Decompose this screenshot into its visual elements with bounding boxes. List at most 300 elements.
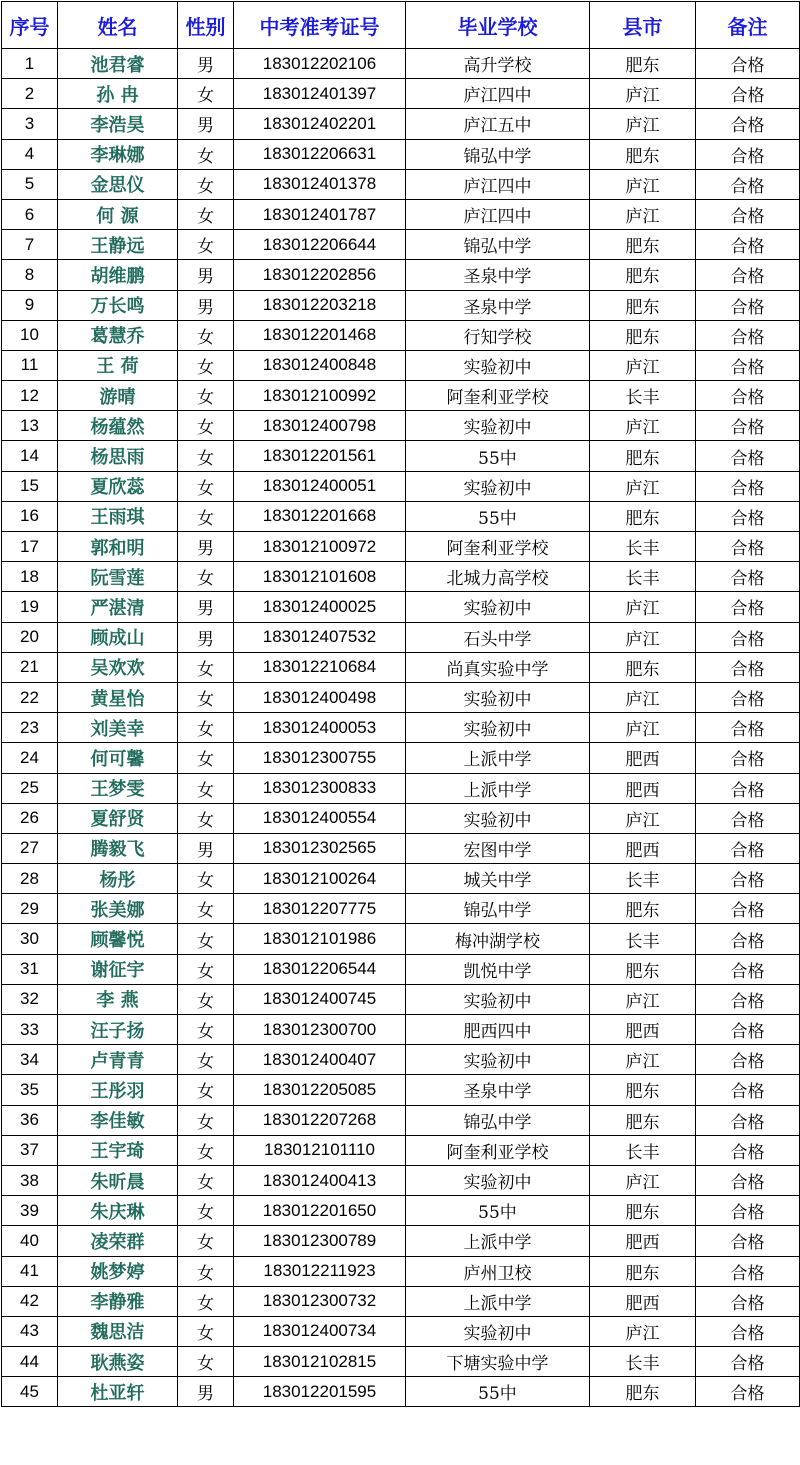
cell-name: 谢征宇 <box>58 954 178 984</box>
cell-exam-id: 183012203218 <box>234 290 406 320</box>
cell-exam-id: 183012202106 <box>234 49 406 79</box>
cell-exam-id: 183012206644 <box>234 230 406 260</box>
cell-seq: 25 <box>2 773 58 803</box>
cell-remark: 合格 <box>696 1316 800 1346</box>
cell-school: 阿奎利亚学校 <box>406 1135 590 1165</box>
cell-seq: 11 <box>2 350 58 380</box>
header-seq: 序号 <box>2 2 58 49</box>
cell-seq: 23 <box>2 713 58 743</box>
cell-remark: 合格 <box>696 199 800 229</box>
cell-school: 实验初中 <box>406 803 590 833</box>
cell-school: 石头中学 <box>406 622 590 652</box>
cell-gender: 女 <box>178 441 234 471</box>
cell-seq: 21 <box>2 652 58 682</box>
cell-exam-id: 183012102815 <box>234 1347 406 1377</box>
cell-remark: 合格 <box>696 471 800 501</box>
cell-county: 肥西 <box>590 1286 696 1316</box>
cell-gender: 女 <box>178 169 234 199</box>
cell-gender: 女 <box>178 1165 234 1195</box>
cell-county: 肥东 <box>590 1105 696 1135</box>
cell-exam-id: 183012300755 <box>234 743 406 773</box>
cell-gender: 女 <box>178 682 234 712</box>
cell-school: 实验初中 <box>406 350 590 380</box>
cell-gender: 女 <box>178 954 234 984</box>
table-row <box>2 773 800 803</box>
cell-name: 严湛清 <box>58 592 178 622</box>
cell-school: 锦弘中学 <box>406 1105 590 1135</box>
cell-name: 李佳敏 <box>58 1105 178 1135</box>
cell-school: 上派中学 <box>406 1286 590 1316</box>
cell-name: 郭和明 <box>58 532 178 562</box>
cell-county: 庐江 <box>590 471 696 501</box>
table-row <box>2 1377 800 1407</box>
table-body <box>2 49 800 1407</box>
cell-exam-id: 183012400053 <box>234 713 406 743</box>
cell-exam-id: 183012302565 <box>234 833 406 863</box>
cell-exam-id: 183012300789 <box>234 1226 406 1256</box>
cell-school: 尚真实验中学 <box>406 652 590 682</box>
cell-name: 刘美幸 <box>58 713 178 743</box>
cell-gender: 女 <box>178 1075 234 1105</box>
cell-exam-id: 183012100264 <box>234 864 406 894</box>
table-row <box>2 894 800 924</box>
cell-name: 李浩昊 <box>58 109 178 139</box>
table-row <box>2 1286 800 1316</box>
cell-county: 庐江 <box>590 592 696 622</box>
cell-seq: 34 <box>2 1045 58 1075</box>
cell-county: 长丰 <box>590 562 696 592</box>
cell-seq: 29 <box>2 894 58 924</box>
cell-name: 李琳娜 <box>58 139 178 169</box>
cell-county: 庐江 <box>590 411 696 441</box>
table-row <box>2 230 800 260</box>
cell-seq: 24 <box>2 743 58 773</box>
cell-school: 庐江五中 <box>406 109 590 139</box>
cell-county: 肥东 <box>590 441 696 471</box>
cell-county: 肥东 <box>590 1075 696 1105</box>
cell-exam-id: 183012100992 <box>234 381 406 411</box>
cell-gender: 女 <box>178 1105 234 1135</box>
table-row <box>2 1165 800 1195</box>
cell-school: 肥西四中 <box>406 1015 590 1045</box>
cell-county: 肥东 <box>590 1256 696 1286</box>
cell-county: 肥西 <box>590 1015 696 1045</box>
cell-county: 庐江 <box>590 199 696 229</box>
cell-remark: 合格 <box>696 230 800 260</box>
header-remark: 备注 <box>696 2 800 49</box>
table-row <box>2 622 800 652</box>
table-row <box>2 1075 800 1105</box>
cell-exam-id: 183012401378 <box>234 169 406 199</box>
header-gender: 性别 <box>178 2 234 49</box>
cell-name: 顾馨悦 <box>58 924 178 954</box>
cell-school: 上派中学 <box>406 773 590 803</box>
cell-remark: 合格 <box>696 954 800 984</box>
cell-county: 肥东 <box>590 260 696 290</box>
table-row <box>2 652 800 682</box>
table-row <box>2 532 800 562</box>
cell-seq: 10 <box>2 320 58 350</box>
cell-seq: 45 <box>2 1377 58 1407</box>
cell-exam-id: 183012400498 <box>234 682 406 712</box>
cell-remark: 合格 <box>696 562 800 592</box>
cell-exam-id: 183012407532 <box>234 622 406 652</box>
cell-name: 杜亚轩 <box>58 1377 178 1407</box>
cell-county: 庐江 <box>590 1316 696 1346</box>
cell-county: 肥西 <box>590 773 696 803</box>
cell-county: 长丰 <box>590 1135 696 1165</box>
cell-name: 卢青青 <box>58 1045 178 1075</box>
header-row <box>2 2 800 49</box>
cell-exam-id: 183012400745 <box>234 984 406 1014</box>
cell-gender: 女 <box>178 139 234 169</box>
table-row <box>2 1135 800 1165</box>
cell-remark: 合格 <box>696 169 800 199</box>
cell-exam-id: 183012300700 <box>234 1015 406 1045</box>
cell-name: 姚梦婷 <box>58 1256 178 1286</box>
cell-county: 肥东 <box>590 139 696 169</box>
cell-gender: 女 <box>178 1135 234 1165</box>
cell-name: 万长鸣 <box>58 290 178 320</box>
cell-seq: 16 <box>2 501 58 531</box>
cell-seq: 17 <box>2 532 58 562</box>
table-row <box>2 864 800 894</box>
cell-seq: 42 <box>2 1286 58 1316</box>
cell-exam-id: 183012101608 <box>234 562 406 592</box>
table-row <box>2 833 800 863</box>
cell-gender: 男 <box>178 109 234 139</box>
cell-exam-id: 183012400025 <box>234 592 406 622</box>
cell-exam-id: 183012400413 <box>234 1165 406 1195</box>
cell-county: 庐江 <box>590 682 696 712</box>
cell-remark: 合格 <box>696 1165 800 1195</box>
cell-name: 池君睿 <box>58 49 178 79</box>
cell-name: 杨蕴然 <box>58 411 178 441</box>
cell-seq: 37 <box>2 1135 58 1165</box>
cell-school: 55中 <box>406 441 590 471</box>
cell-exam-id: 183012205085 <box>234 1075 406 1105</box>
cell-name: 吴欢欢 <box>58 652 178 682</box>
cell-gender: 女 <box>178 743 234 773</box>
cell-school: 实验初中 <box>406 1316 590 1346</box>
cell-exam-id: 183012400848 <box>234 350 406 380</box>
cell-remark: 合格 <box>696 924 800 954</box>
cell-remark: 合格 <box>696 743 800 773</box>
cell-name: 黄星怡 <box>58 682 178 712</box>
cell-school: 实验初中 <box>406 984 590 1014</box>
cell-seq: 19 <box>2 592 58 622</box>
cell-seq: 32 <box>2 984 58 1014</box>
cell-school: 55中 <box>406 501 590 531</box>
cell-county: 肥东 <box>590 894 696 924</box>
cell-gender: 女 <box>178 501 234 531</box>
cell-exam-id: 183012206631 <box>234 139 406 169</box>
cell-school: 实验初中 <box>406 592 590 622</box>
table-row <box>2 381 800 411</box>
table-row <box>2 49 800 79</box>
cell-gender: 女 <box>178 894 234 924</box>
cell-seq: 13 <box>2 411 58 441</box>
cell-county: 庐江 <box>590 350 696 380</box>
cell-school: 宏图中学 <box>406 833 590 863</box>
table-row <box>2 441 800 471</box>
cell-name: 金思仪 <box>58 169 178 199</box>
cell-gender: 女 <box>178 350 234 380</box>
cell-county: 庐江 <box>590 1165 696 1195</box>
cell-school: 上派中学 <box>406 1226 590 1256</box>
cell-county: 庐江 <box>590 79 696 109</box>
header-school: 毕业学校 <box>406 2 590 49</box>
cell-school: 庐州卫校 <box>406 1256 590 1286</box>
cell-remark: 合格 <box>696 79 800 109</box>
cell-county: 肥东 <box>590 652 696 682</box>
table-row <box>2 924 800 954</box>
cell-school: 圣泉中学 <box>406 260 590 290</box>
cell-remark: 合格 <box>696 773 800 803</box>
cell-gender: 女 <box>178 1196 234 1226</box>
cell-seq: 14 <box>2 441 58 471</box>
cell-name: 王梦雯 <box>58 773 178 803</box>
cell-county: 肥东 <box>590 501 696 531</box>
cell-name: 王雨琪 <box>58 501 178 531</box>
cell-seq: 31 <box>2 954 58 984</box>
cell-name: 凌荣群 <box>58 1226 178 1256</box>
cell-school: 锦弘中学 <box>406 894 590 924</box>
cell-gender: 男 <box>178 290 234 320</box>
cell-school: 庐江四中 <box>406 199 590 229</box>
cell-seq: 18 <box>2 562 58 592</box>
cell-school: 下塘实验中学 <box>406 1347 590 1377</box>
table-row <box>2 79 800 109</box>
table-row <box>2 562 800 592</box>
cell-school: 实验初中 <box>406 713 590 743</box>
cell-exam-id: 183012400051 <box>234 471 406 501</box>
cell-remark: 合格 <box>696 532 800 562</box>
cell-exam-id: 183012400407 <box>234 1045 406 1075</box>
cell-name: 何 源 <box>58 199 178 229</box>
table-row <box>2 320 800 350</box>
cell-remark: 合格 <box>696 1075 800 1105</box>
cell-remark: 合格 <box>696 1105 800 1135</box>
cell-gender: 女 <box>178 1045 234 1075</box>
cell-exam-id: 183012300833 <box>234 773 406 803</box>
table-row <box>2 1045 800 1075</box>
cell-name: 李 燕 <box>58 984 178 1014</box>
cell-name: 杨彤 <box>58 864 178 894</box>
cell-gender: 男 <box>178 833 234 863</box>
cell-name: 王 荷 <box>58 350 178 380</box>
cell-county: 庐江 <box>590 622 696 652</box>
cell-remark: 合格 <box>696 381 800 411</box>
cell-remark: 合格 <box>696 984 800 1014</box>
cell-gender: 女 <box>178 320 234 350</box>
cell-exam-id: 183012402201 <box>234 109 406 139</box>
cell-name: 顾成山 <box>58 622 178 652</box>
cell-name: 朱庆琳 <box>58 1196 178 1226</box>
cell-exam-id: 183012202856 <box>234 260 406 290</box>
cell-seq: 36 <box>2 1105 58 1135</box>
cell-county: 庐江 <box>590 1045 696 1075</box>
cell-seq: 7 <box>2 230 58 260</box>
cell-remark: 合格 <box>696 139 800 169</box>
cell-school: 55中 <box>406 1377 590 1407</box>
cell-exam-id: 183012211923 <box>234 1256 406 1286</box>
cell-remark: 合格 <box>696 682 800 712</box>
cell-remark: 合格 <box>696 622 800 652</box>
cell-gender: 女 <box>178 381 234 411</box>
cell-seq: 38 <box>2 1165 58 1195</box>
cell-school: 圣泉中学 <box>406 1075 590 1105</box>
header-exam-id: 中考准考证号 <box>234 2 406 49</box>
cell-school: 北城力高学校 <box>406 562 590 592</box>
cell-remark: 合格 <box>696 1015 800 1045</box>
cell-school: 庐江四中 <box>406 79 590 109</box>
cell-name: 张美娜 <box>58 894 178 924</box>
cell-seq: 15 <box>2 471 58 501</box>
cell-school: 庐江四中 <box>406 169 590 199</box>
cell-gender: 女 <box>178 924 234 954</box>
cell-gender: 女 <box>178 1226 234 1256</box>
cell-gender: 女 <box>178 79 234 109</box>
student-table <box>1 1 800 1407</box>
cell-seq: 30 <box>2 924 58 954</box>
cell-county: 长丰 <box>590 924 696 954</box>
cell-gender: 女 <box>178 713 234 743</box>
cell-gender: 女 <box>178 1015 234 1045</box>
cell-remark: 合格 <box>696 833 800 863</box>
cell-exam-id: 183012400554 <box>234 803 406 833</box>
cell-remark: 合格 <box>696 290 800 320</box>
cell-remark: 合格 <box>696 713 800 743</box>
cell-exam-id: 183012300732 <box>234 1286 406 1316</box>
table-row <box>2 1015 800 1045</box>
cell-gender: 女 <box>178 411 234 441</box>
table-row <box>2 471 800 501</box>
cell-gender: 男 <box>178 1377 234 1407</box>
cell-school: 凯悦中学 <box>406 954 590 984</box>
cell-school: 锦弘中学 <box>406 230 590 260</box>
cell-remark: 合格 <box>696 411 800 441</box>
cell-seq: 3 <box>2 109 58 139</box>
cell-county: 肥东 <box>590 320 696 350</box>
cell-county: 长丰 <box>590 864 696 894</box>
cell-seq: 12 <box>2 381 58 411</box>
cell-school: 阿奎利亚学校 <box>406 381 590 411</box>
cell-name: 汪子扬 <box>58 1015 178 1045</box>
cell-seq: 33 <box>2 1015 58 1045</box>
cell-school: 实验初中 <box>406 1165 590 1195</box>
cell-name: 朱昕晨 <box>58 1165 178 1195</box>
cell-remark: 合格 <box>696 109 800 139</box>
cell-exam-id: 183012400734 <box>234 1316 406 1346</box>
cell-remark: 合格 <box>696 320 800 350</box>
cell-remark: 合格 <box>696 894 800 924</box>
cell-exam-id: 183012101110 <box>234 1135 406 1165</box>
cell-remark: 合格 <box>696 1135 800 1165</box>
cell-remark: 合格 <box>696 350 800 380</box>
cell-county: 肥东 <box>590 954 696 984</box>
cell-name: 王彤羽 <box>58 1075 178 1105</box>
cell-school: 实验初中 <box>406 471 590 501</box>
cell-exam-id: 183012201650 <box>234 1196 406 1226</box>
cell-remark: 合格 <box>696 1347 800 1377</box>
cell-county: 长丰 <box>590 532 696 562</box>
cell-gender: 女 <box>178 652 234 682</box>
cell-exam-id: 183012210684 <box>234 652 406 682</box>
cell-remark: 合格 <box>696 441 800 471</box>
table-row <box>2 199 800 229</box>
cell-exam-id: 183012207775 <box>234 894 406 924</box>
cell-seq: 39 <box>2 1196 58 1226</box>
cell-county: 长丰 <box>590 1347 696 1377</box>
cell-seq: 41 <box>2 1256 58 1286</box>
cell-seq: 2 <box>2 79 58 109</box>
cell-remark: 合格 <box>696 1286 800 1316</box>
cell-county: 庐江 <box>590 803 696 833</box>
table-row <box>2 1196 800 1226</box>
table-row <box>2 954 800 984</box>
cell-name: 胡维鹏 <box>58 260 178 290</box>
cell-name: 夏欣蕊 <box>58 471 178 501</box>
cell-seq: 40 <box>2 1226 58 1256</box>
cell-name: 王静远 <box>58 230 178 260</box>
cell-county: 肥西 <box>590 743 696 773</box>
cell-name: 夏舒贤 <box>58 803 178 833</box>
cell-remark: 合格 <box>696 592 800 622</box>
cell-gender: 男 <box>178 622 234 652</box>
cell-gender: 女 <box>178 984 234 1014</box>
table-row <box>2 803 800 833</box>
cell-name: 魏思洁 <box>58 1316 178 1346</box>
cell-seq: 28 <box>2 864 58 894</box>
cell-seq: 43 <box>2 1316 58 1346</box>
cell-school: 实验初中 <box>406 682 590 712</box>
cell-name: 游晴 <box>58 381 178 411</box>
cell-gender: 女 <box>178 230 234 260</box>
cell-seq: 9 <box>2 290 58 320</box>
cell-county: 长丰 <box>590 381 696 411</box>
cell-school: 实验初中 <box>406 1045 590 1075</box>
cell-school: 圣泉中学 <box>406 290 590 320</box>
cell-school: 梅冲湖学校 <box>406 924 590 954</box>
table-row <box>2 411 800 441</box>
cell-school: 阿奎利亚学校 <box>406 532 590 562</box>
cell-gender: 女 <box>178 773 234 803</box>
table-row <box>2 713 800 743</box>
cell-exam-id: 183012201561 <box>234 441 406 471</box>
table-row <box>2 1347 800 1377</box>
cell-county: 肥东 <box>590 290 696 320</box>
cell-county: 肥东 <box>590 49 696 79</box>
cell-name: 腾毅飞 <box>58 833 178 863</box>
cell-seq: 22 <box>2 682 58 712</box>
table-row <box>2 1226 800 1256</box>
cell-school: 实验初中 <box>406 411 590 441</box>
cell-gender: 女 <box>178 1316 234 1346</box>
table-row <box>2 1105 800 1135</box>
cell-school: 上派中学 <box>406 743 590 773</box>
table-row <box>2 109 800 139</box>
table-row <box>2 682 800 712</box>
cell-name: 耿燕姿 <box>58 1347 178 1377</box>
table-row <box>2 592 800 622</box>
table-row <box>2 743 800 773</box>
cell-gender: 女 <box>178 471 234 501</box>
cell-name: 李静雅 <box>58 1286 178 1316</box>
cell-county: 肥西 <box>590 1226 696 1256</box>
cell-name: 杨思雨 <box>58 441 178 471</box>
cell-seq: 26 <box>2 803 58 833</box>
